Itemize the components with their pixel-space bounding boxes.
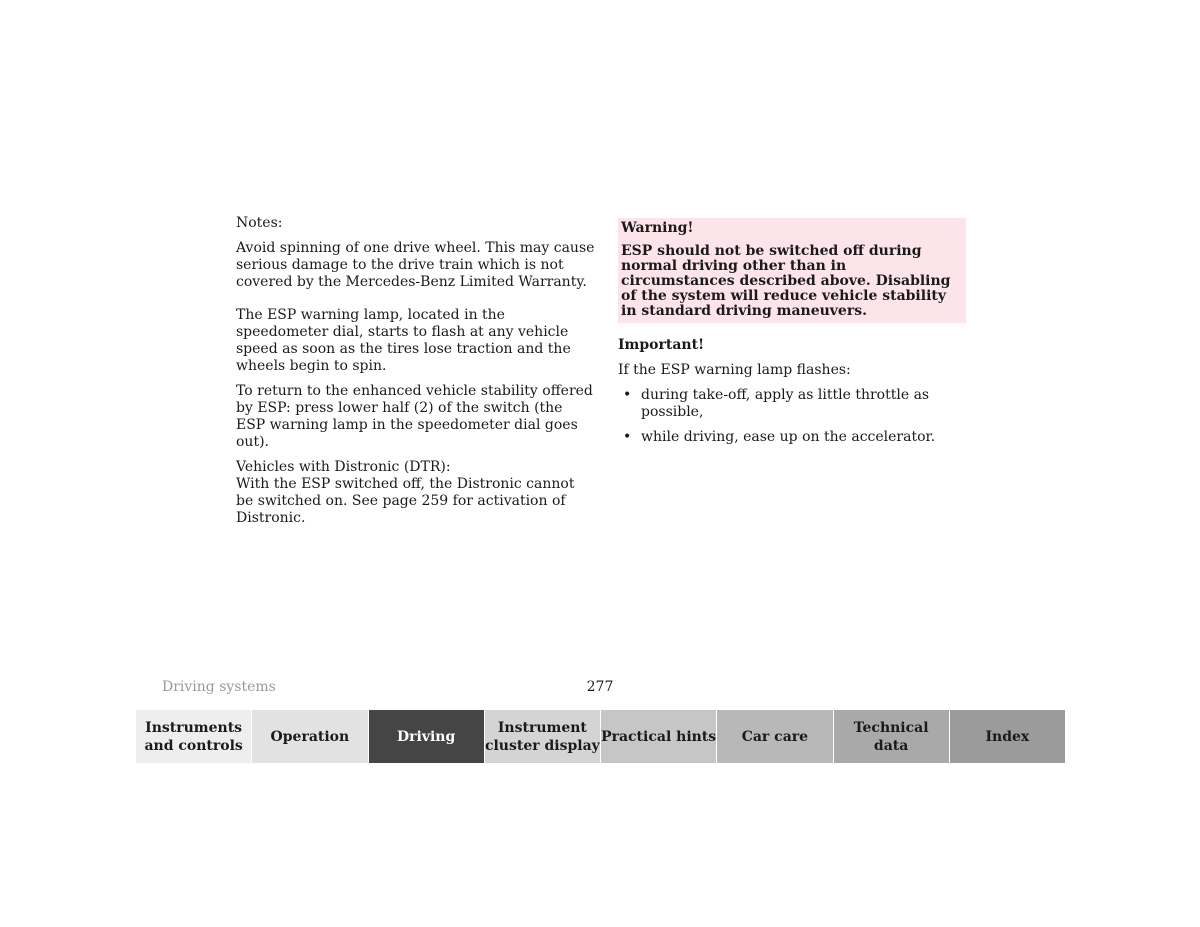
warning-title: Warning! [621,220,694,236]
chapter-tab-bar [136,710,1065,763]
important-bullet-list [618,387,968,446]
tab-label-line2: cluster display [484,737,600,754]
right-column [618,218,968,454]
bullet-icon: • [623,429,632,445]
note-paragraph-return-esp: To return to the enhanced vehicle stability offered by ESP: press lower half (2) of the switch (the ESP warning lamp in the speedometer dial goes out). [236,383,593,450]
tab-label-line2: and controls [144,737,243,754]
tab-technical-data[interactable] [834,710,950,763]
list-item [618,429,968,446]
tab-driving[interactable] [369,710,485,763]
note-paragraph-distronic: With the ESP switched off, the Distronic cannot be switched on. See page 259 for activation of Distronic. [236,476,575,526]
list-item [618,387,968,421]
page-number: 277 [586,679,614,695]
important-intro: If the ESP warning lamp flashes: [618,362,851,378]
notes-heading: Notes: [236,215,283,231]
tab-index[interactable] [950,710,1065,763]
left-column [236,215,596,535]
tab-instruments-and-controls[interactable] [136,710,252,763]
bullet-text: while driving, ease up on the accelerator. [641,429,936,445]
tab-label-line1: Driving [396,728,456,745]
tab-practical-hints[interactable] [601,710,717,763]
bullet-icon: • [623,387,632,403]
tab-label-line1: Car care [741,728,809,745]
important-title: Important! [618,337,705,353]
tab-operation[interactable] [252,710,368,763]
warning-box [618,218,966,323]
tab-label-line1: Index [985,728,1030,745]
bullet-text: during take-off, apply as little throttle as possible, [641,387,930,420]
tab-label-line1: Instruments [145,719,243,736]
tab-label-line1: Operation [270,728,350,745]
tab-label-line1: Instrument [497,719,587,736]
tab-instrument-cluster-display[interactable] [485,710,601,763]
tab-car-care[interactable] [717,710,833,763]
section-label: Driving systems [162,679,276,695]
tab-label-line2: data [873,737,909,754]
note-paragraph-spinning: Avoid spinning of one drive wheel. This may cause serious damage to the drive train which is not covered by the Mercedes-Benz Limited Warranty. [236,240,595,290]
tab-label-line1: Practical hints [601,728,717,745]
note-paragraph-warning-lamp: The ESP warning lamp, located in the speedometer dial, starts to flash at any vehicle speed as soon as the tires lose traction and the wheels begin to spin. [236,307,571,374]
tab-label-line1: Technical [853,719,929,736]
note-paragraph-distronic-heading: Vehicles with Distronic (DTR): [236,459,451,475]
warning-body: ESP should not be switched off during normal driving other than in circumstances described above. Disabling of the system will reduce vehicle stability in standard driving maneuvers. [621,243,951,319]
